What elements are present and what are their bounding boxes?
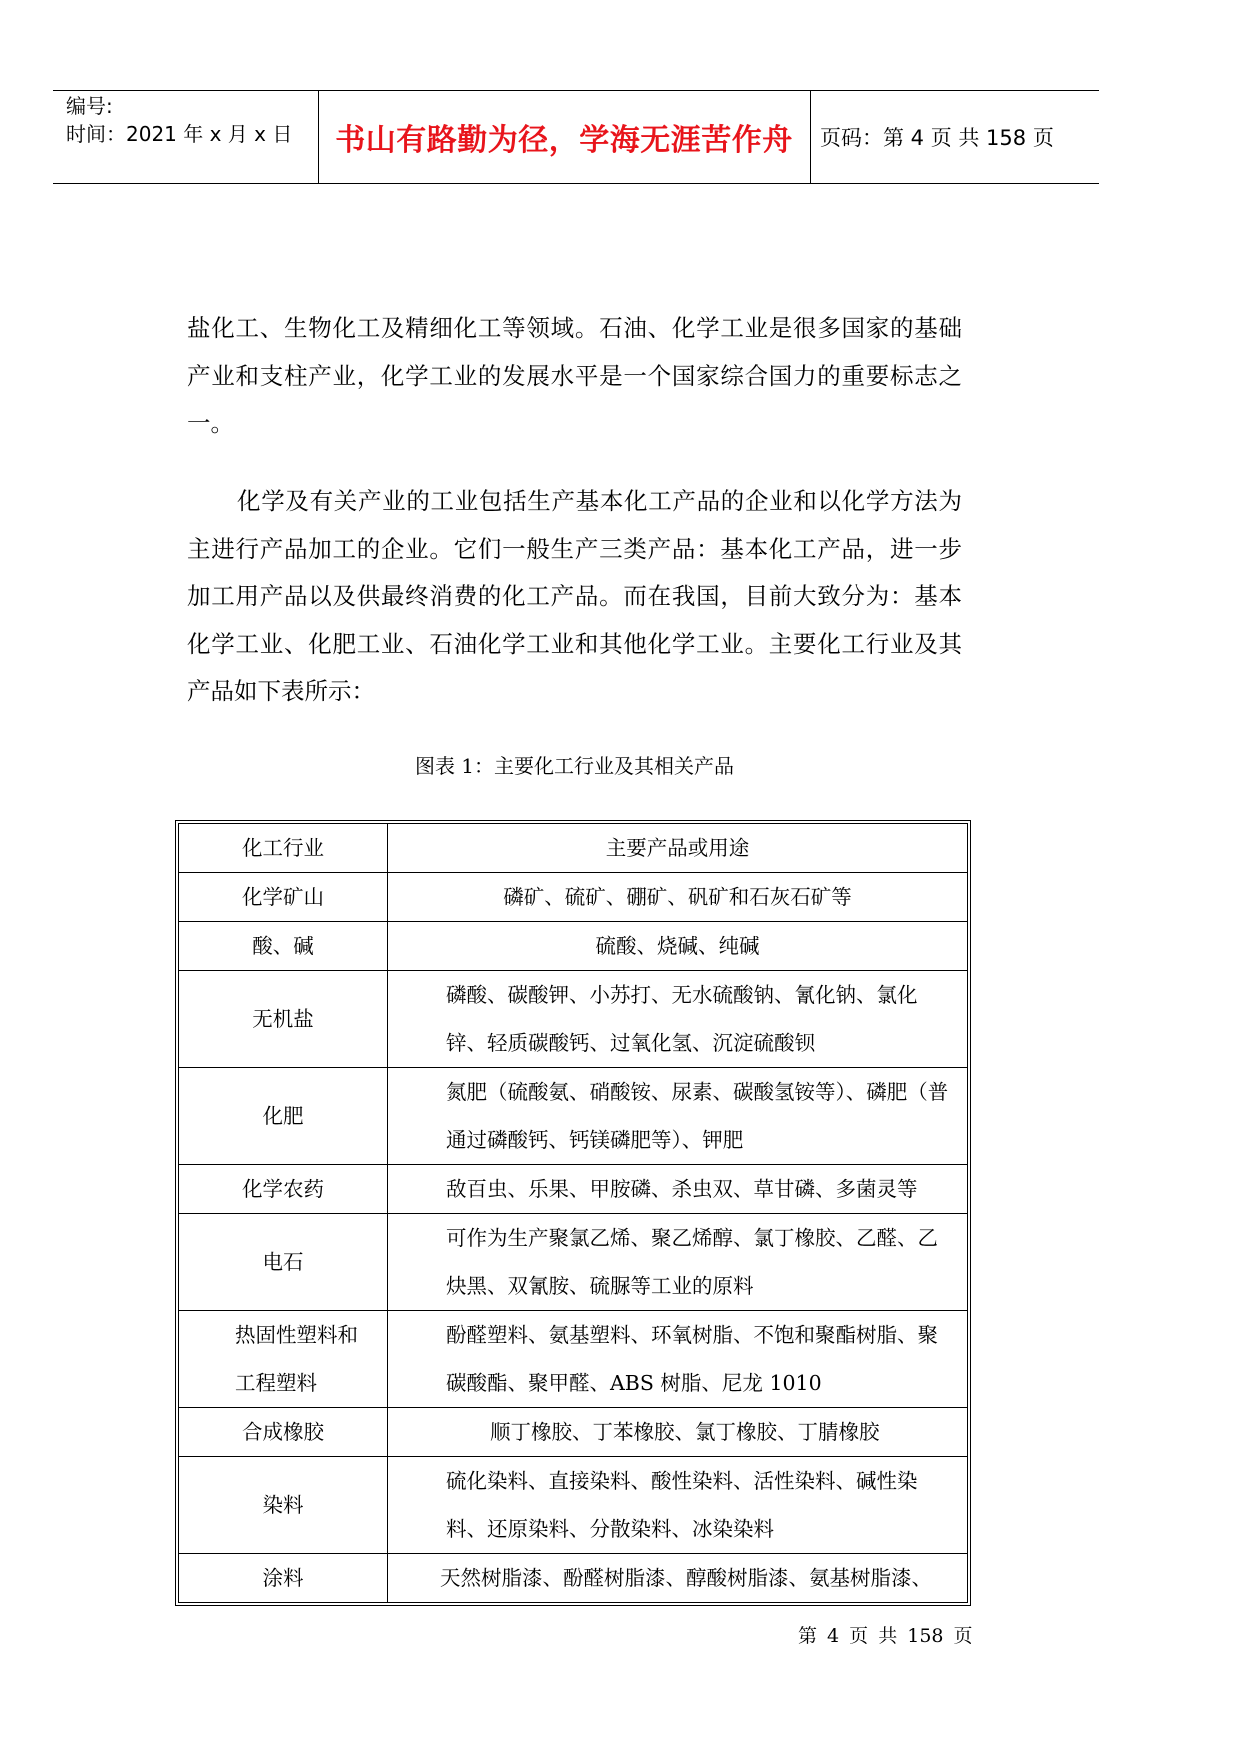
paragraph-1: 盐化工、生物化工及精细化工等领域。石油、化学工业是很多国家的基础产业和支柱产业，化学工业的发展水平是一个国家综合国力的重要标志之一。 xyxy=(187,314,962,437)
industry-cell: 合成橡胶 xyxy=(179,1408,388,1457)
header-meta xyxy=(66,92,316,148)
table-row xyxy=(179,1165,968,1214)
industry-cell: 化肥 xyxy=(179,1068,388,1165)
industry-cell: 涂料 xyxy=(179,1554,388,1603)
table-header-row xyxy=(179,824,968,873)
paragraph-2: 化学及有关产业的工业包括生产基本化工产品的企业和以化学方法为主进行产品加工的企业。它们一般生产三类产品：基本化工产品，进一步加工用产品以及供最终消费的化工产品。而在我国，目前大致分为：基本化学工业、化肥工业、石油化学工业和其他化学工业。主要化工行业及其产品如下表所示： xyxy=(187,487,962,705)
products-cell: 敌百虫、乐果、甲胺磷、杀虫双、草甘磷、多菌灵等 xyxy=(388,1165,968,1214)
industry-cell: 电石 xyxy=(179,1214,388,1311)
table-row xyxy=(179,1068,968,1165)
industry-cell: 无机盐 xyxy=(179,971,388,1068)
table-row xyxy=(179,971,968,1068)
table-row xyxy=(179,1311,968,1408)
products-cell: 硫化染料、直接染料、酸性染料、活性染料、碱性染料、还原染料、分散染料、冰染染料 xyxy=(388,1457,968,1554)
table-caption: 图表 1：主要化工行业及其相关产品 xyxy=(414,754,735,778)
header-motto: 书山有路勤为径，学海无涯苦作舟 xyxy=(335,122,793,158)
products-table xyxy=(175,820,971,1606)
doc-time-label: 时间：2021 年 x 月 x 日 xyxy=(66,122,293,146)
table-header-products: 主要产品或用途 xyxy=(388,824,968,873)
page-footer: 第 4 页 共 158 页 xyxy=(798,1625,973,1647)
products-cell: 磷矿、硫矿、硼矿、矾矿和石灰石矿等 xyxy=(388,873,968,922)
table-row xyxy=(179,1554,968,1603)
table-row xyxy=(179,873,968,922)
header-page-info: 页码：第 4 页 共 158 页 xyxy=(820,125,1054,150)
table-header-industry: 化工行业 xyxy=(179,824,388,873)
industry-cell: 酸、碱 xyxy=(179,922,388,971)
products-cell: 顺丁橡胶、丁苯橡胶、氯丁橡胶、丁腈橡胶 xyxy=(388,1408,968,1457)
table-row xyxy=(179,1457,968,1554)
industry-cell: 化学农药 xyxy=(179,1165,388,1214)
table-row xyxy=(179,1214,968,1311)
doc-number-label: 编号: xyxy=(66,94,113,118)
products-cell: 酚醛塑料、氨基塑料、环氧树脂、不饱和聚酯树脂、聚碳酸酯、聚甲醛、ABS 树脂、尼龙 1010 xyxy=(388,1311,968,1408)
industry-cell: 热固性塑料和工程塑料 xyxy=(179,1311,388,1408)
table-row xyxy=(179,1408,968,1457)
header-bottom-rule xyxy=(53,183,1099,184)
products-cell: 磷酸、碳酸钾、小苏打、无水硫酸钠、氰化钠、氯化锌、轻质碳酸钙、过氧化氢、沉淀硫酸钡 xyxy=(388,971,968,1068)
products-cell: 氮肥（硫酸氨、硝酸铵、尿素、碳酸氢铵等）、磷肥（普通过磷酸钙、钙镁磷肥等）、钾肥 xyxy=(388,1068,968,1165)
header-divider-right xyxy=(810,90,811,183)
products-cell: 可作为生产聚氯乙烯、聚乙烯醇、氯丁橡胶、乙醛、乙炔黑、双氰胺、硫脲等工业的原料 xyxy=(388,1214,968,1311)
products-cell: 天然树脂漆、酚醛树脂漆、醇酸树脂漆、氨基树脂漆、 xyxy=(388,1554,968,1603)
industry-cell: 化学矿山 xyxy=(179,873,388,922)
table-row xyxy=(179,922,968,971)
industry-cell: 染料 xyxy=(179,1457,388,1554)
products-cell: 硫酸、烧碱、纯碱 xyxy=(388,922,968,971)
